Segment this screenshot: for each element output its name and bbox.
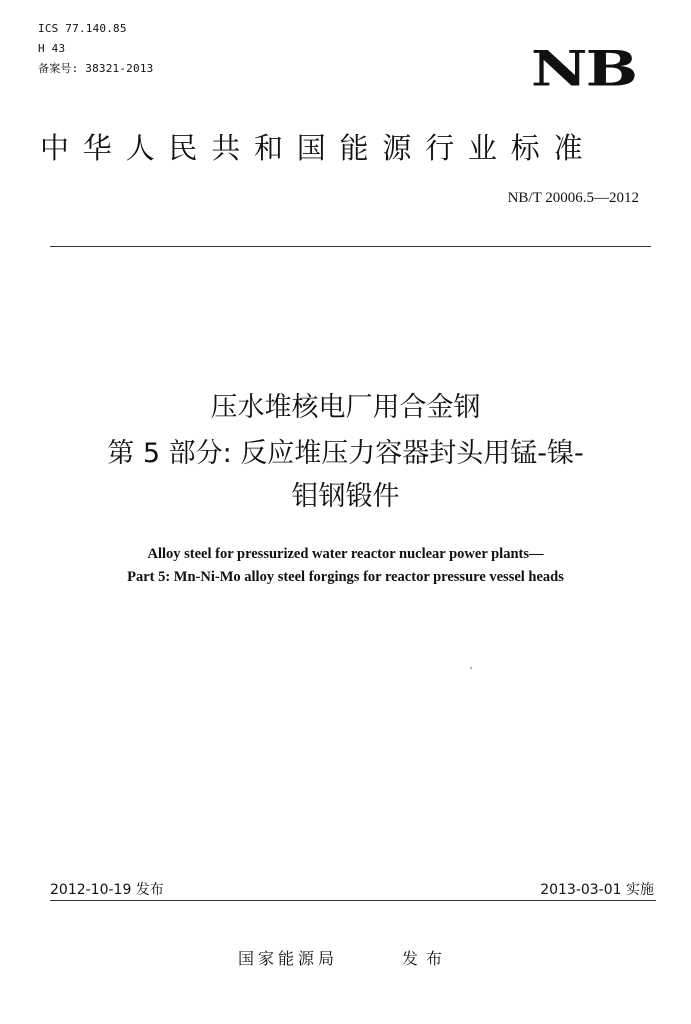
title-zh-line1: 压水堆核电厂用合金钢	[210, 392, 481, 423]
issue-date: 2012-10-19 发布	[50, 882, 164, 898]
footer-divider	[50, 900, 656, 901]
issuing-authority: 国家能源局	[238, 949, 339, 968]
scan-speck	[470, 667, 472, 669]
title-en-line2: Part 5: Mn-Ni-Mo alloy steel forgings for reactor pressure vessel heads	[127, 569, 564, 585]
title-en-line1: Alloy steel for pressurized water reactor nuclear power plants—	[147, 546, 544, 562]
title-zh-line2: 第 5 部分: 反应堆压力容器封头用锰-镍-	[107, 438, 584, 469]
header-divider	[50, 246, 651, 247]
standard-name: 中华人民共和国能源行业标准	[40, 131, 597, 165]
implementation-date: 2013-03-01 实施	[540, 882, 654, 898]
nb-logo: NB	[530, 40, 636, 98]
filing-number: 备案号: 38321-2013	[38, 62, 154, 75]
publish-label: 发布	[402, 949, 451, 968]
standard-number: NB/T 20006.5—2012	[507, 190, 639, 206]
ccs-code: H 43	[38, 42, 66, 55]
ics-code: ICS 77.140.85	[38, 22, 127, 35]
title-zh-line3: 钼钢锻件	[291, 481, 400, 512]
